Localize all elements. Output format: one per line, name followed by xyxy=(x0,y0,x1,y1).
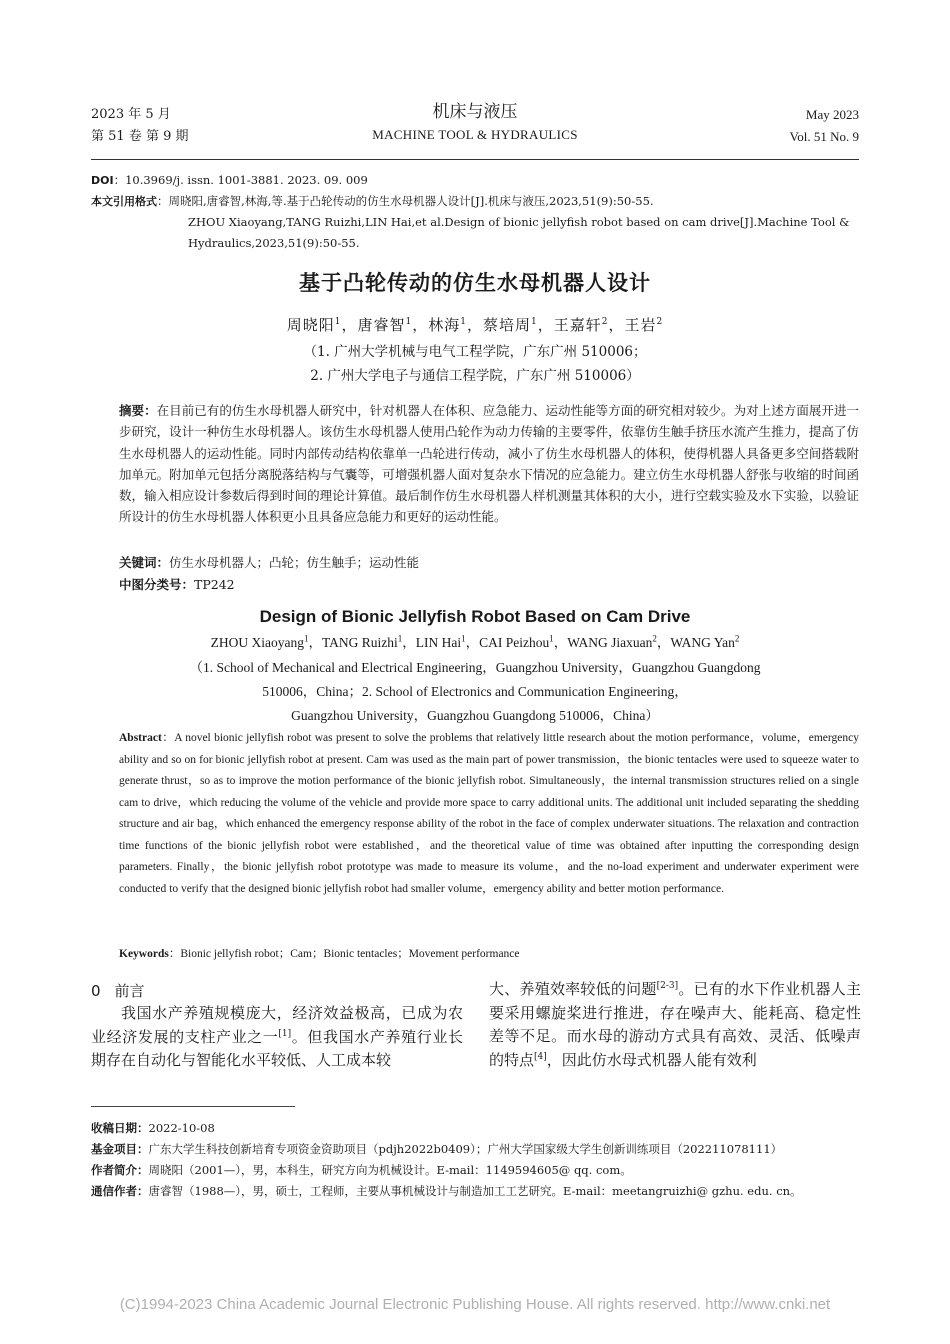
body-right-text-1: 大、养殖效率较低的问题 xyxy=(489,980,657,998)
author-affiliation-mark: 1 xyxy=(461,633,466,644)
author-name: 王嘉轩 xyxy=(553,316,602,334)
footnote-label: 作者简介： xyxy=(91,1163,149,1177)
issue-volume-en: Vol. 51 No. 9 xyxy=(789,129,859,144)
author-name: 蔡培周 xyxy=(483,316,532,334)
citation-ref-4[interactable]: [4] xyxy=(534,1051,547,1062)
footnote-text: 周晓阳（2001—），男，本科生，研究方向为机械设计。E-mail：1149594605@ qq. com。 xyxy=(148,1163,632,1177)
citation-en-1: ZHOU Xiaoyang,TANG Ruizhi,LIN Hai,et al.Design of bionic jellyfish robot based on cam drive[J].Machine Tool & xyxy=(188,215,850,229)
footnote-corresponding xyxy=(91,1181,861,1202)
abstract-en-text: ：A novel bionic jellyfish robot was present to solve the problems that relatively little research about the motion performance，volume，emergency ability and so on for bionic jellyfish robot at present. Cam was used as the main part of power transmission，the bionic tentacles were used to squeeze water to generate thrust，so as to improve the motion performance of the bionic jellyfish robot. Simultaneously，the internal transmission structures relied on a single cam to drive，which reducing the volume of the vehicle and provide more space to carry additional units. The additional unit included separating the shedding structure and air bag，which enhanced the emergency response ability of the robot in the face of complex underwater situations. The relaxation and contraction time functions of the bionic jellyfish robot were established，and the theoretical value of time was obtained after inputting the corresponding design parameters. Finally，the bionic jellyfish robot prototype was made to measure its volume，and the no-load experiment and underwater experiment were conducted to verify that the designed bionic jellyfish robot had smaller volume，emergency ability and better motion performance. xyxy=(119,732,859,895)
body-right-text-3: ，因此仿水母式机器人能有效利 xyxy=(546,1050,757,1069)
affiliation-cn-1: （1. 广州大学机械与电气工程学院，广东广州 510006； xyxy=(303,344,647,360)
header-right xyxy=(790,104,859,148)
footnote-label: 基金项目： xyxy=(91,1142,149,1156)
keywords-cn-text: 仿生水母机器人；凸轮；仿生触手；运动性能 xyxy=(169,555,420,570)
keywords-cn xyxy=(119,552,859,573)
author-affiliation-mark: 1 xyxy=(460,317,467,327)
affiliations-cn xyxy=(0,340,950,388)
footnote-funding xyxy=(91,1139,861,1160)
body-paragraph-cont xyxy=(489,978,861,1072)
footnote-text: 2022-10-08 xyxy=(148,1121,215,1135)
author-name: 王岩 xyxy=(624,316,657,334)
author-separator: ， xyxy=(402,635,416,650)
author-affiliation-mark: 1 xyxy=(334,317,342,327)
paper-title-en: Design of Bionic Jellyfish Robot Based on Cam Drive xyxy=(259,607,691,626)
classification-label: 中图分类号： xyxy=(119,577,195,592)
author-affiliation-mark: 1 xyxy=(549,633,554,644)
keywords-en-text: ：Bionic jellyfish robot；Cam；Bionic tentacles；Movement performance xyxy=(168,948,520,960)
body-column-right xyxy=(489,978,861,1072)
citation-en-2: Hydraulics,2023,51(9):50-55. xyxy=(188,236,360,250)
author-affiliation-mark: 2 xyxy=(656,317,664,327)
body-column-left xyxy=(91,1002,463,1073)
author-separator: ， xyxy=(412,316,429,334)
abstract-cn xyxy=(119,400,859,528)
footnote-rule xyxy=(91,1106,295,1107)
author-name: CAI Peizhou xyxy=(479,635,550,650)
author-name: WANG Jiaxuan xyxy=(567,635,653,650)
classification-code: TP242 xyxy=(194,577,235,592)
footnote-label: 收稿日期： xyxy=(91,1121,149,1135)
abstract-en xyxy=(119,728,859,900)
keywords-en-label: Keywords xyxy=(119,948,169,960)
footnote-author-bio xyxy=(91,1160,861,1181)
author-list-cn xyxy=(0,314,950,335)
author-affiliation-mark: 1 xyxy=(303,633,309,644)
author-name: LIN Hai xyxy=(415,635,462,650)
abstract-cn-label: 摘要： xyxy=(119,403,157,418)
issue-date-en: May 2023 xyxy=(805,107,859,122)
body-left-text-2: 。但我国水产养殖行业长期存在自动化与智能化水平较低、人工成本较 xyxy=(91,1027,463,1069)
author-separator: ， xyxy=(341,316,358,334)
author-separator: ， xyxy=(308,635,322,650)
author-separator: ， xyxy=(466,316,483,334)
author-name: ZHOU Xiaoyang xyxy=(210,635,304,650)
author-name: 唐睿智 xyxy=(357,316,406,334)
footnote-received xyxy=(91,1118,861,1139)
author-list-en xyxy=(0,631,950,651)
affiliations-en xyxy=(0,656,950,728)
section-heading xyxy=(91,980,145,1001)
issue-date-cn: 2023 年 5 月 xyxy=(91,107,171,122)
body-right-text-2: 。已有的水下作业机器人主要采用螺旋桨进行推进，存在噪声大、能耗高、稳定性差等不足。而水母的游动方式具有高效、灵活、低噪声的特点 xyxy=(489,980,861,1069)
affiliation-en-3: Guangzhou University，Guangzhou Guangdong 510006，China） xyxy=(291,708,659,723)
citation-label: 本文引用格式 xyxy=(91,195,157,208)
author-separator: ， xyxy=(465,635,480,650)
author-name: 林海 xyxy=(428,316,461,334)
citation-ref-1[interactable]: [1] xyxy=(278,1028,292,1039)
footnote-text: 唐睿智（1988—），男，硕士，工程师，主要从事机械设计与制造加工工艺研究。E-mail：meetangruizhi@ gzhu. edu. cn。 xyxy=(148,1184,802,1198)
journal-name-cn: 机床与液压 xyxy=(432,102,518,122)
doi-label: DOI xyxy=(91,174,114,187)
header-rule xyxy=(91,159,859,160)
classification-cn xyxy=(119,574,859,595)
footnote-text: 广东大学生科技创新培育专项资金资助项目（pdjh2022b0409）；广州大学国家级大学生创新训练项目（202211078111） xyxy=(148,1142,783,1156)
citation-cn: ：周晓阳,唐睿智,林海,等.基于凸轮传动的仿生水母机器人设计[J].机床与液压,2023,51(9):50-55. xyxy=(157,194,654,208)
header-center xyxy=(91,100,859,146)
affiliation-en-2: 510006，China；2. School of Electronics and Communication Engineering， xyxy=(262,684,688,699)
author-name: TANG Ruizhi xyxy=(321,635,398,650)
running-header xyxy=(91,100,859,148)
copyright-watermark: (C)1994-2023 China Academic Journal Electronic Publishing House. All rights reserved. http://www.cnki.net xyxy=(119,1296,831,1313)
section-title: 前言 xyxy=(114,982,145,1000)
affiliation-en-1: （1. School of Mechanical and Electrical Engineering，Guangzhou University，Guangzhou Guangdong xyxy=(189,660,761,675)
author-separator: ， xyxy=(608,316,625,334)
author-affiliation-mark: 1 xyxy=(405,317,413,327)
doi-link[interactable]: ：10.3969/j. issn. 1001-3881. 2023. 09. 009 xyxy=(113,173,368,187)
footnote-label: 通信作者： xyxy=(91,1184,149,1198)
keywords-en xyxy=(119,944,859,965)
author-name: 周晓阳 xyxy=(286,316,335,334)
abstract-en-label: Abstract xyxy=(119,732,162,744)
abstract-cn-text: 在目前已有的仿生水母机器人研究中，针对机器人在体积、应急能力、运动性能等方面的研究相对较少。为对上述方面展开进一步研究，设计一种仿生水母机器人。该仿生水母机器人使用凸轮作为动力传输的主要零件，依靠仿生触手挤压水流产生推力，提高了仿生水母机器人的运动性能。同时内部传动结构依靠单一凸轮进行传动，减小了仿生水母机器人的体积，使得机器人具备更多空间搭载附加单元。附加单元包括分离脱落结构与气囊等，可增强机器人面对复杂水下情况的应急能力。建立仿生水母机器人舒张与收缩的时间函数，输入相应设计参数后得到时间的理论计算值。最后制作仿生水母机器人样机测量其体积的大小，进行空载实验及水下实验，以验证所设计的仿生水母机器人体积更小且具备应急能力和更好的运动性能。 xyxy=(119,403,859,525)
author-affiliation-mark: 2 xyxy=(652,633,657,644)
author-separator: ， xyxy=(553,635,568,650)
footnotes xyxy=(91,1118,861,1202)
body-left-text: 我国水产养殖规模庞大，经济效益极高，已成为农业经济发展的支柱产业之一 xyxy=(91,1004,463,1046)
author-name: WANG Yan xyxy=(670,635,735,650)
citation-line xyxy=(91,191,861,212)
body-paragraph xyxy=(91,1002,463,1073)
author-affiliation-mark: 2 xyxy=(734,633,740,644)
citation-ref-2-3[interactable]: [2-3] xyxy=(656,981,679,991)
author-affiliation-mark: 1 xyxy=(531,317,538,327)
issue-volume-cn: 第 51 卷 第 9 期 xyxy=(91,129,189,144)
doi-line xyxy=(91,170,861,191)
citation-block xyxy=(91,170,861,254)
author-separator: ， xyxy=(537,316,554,334)
author-separator: ， xyxy=(656,635,671,650)
journal-name-en: MACHINE TOOL & HYDRAULICS xyxy=(372,127,578,142)
affiliation-cn-2: 2. 广州大学电子与通信工程学院，广东广州 510006） xyxy=(310,368,640,384)
paper-title-cn: 基于凸轮传动的仿生水母机器人设计 xyxy=(299,270,651,295)
keywords-cn-label: 关键词： xyxy=(119,555,170,570)
author-affiliation-mark: 1 xyxy=(397,633,403,644)
section-number: 0 xyxy=(91,982,101,1000)
author-affiliation-mark: 2 xyxy=(601,317,609,327)
